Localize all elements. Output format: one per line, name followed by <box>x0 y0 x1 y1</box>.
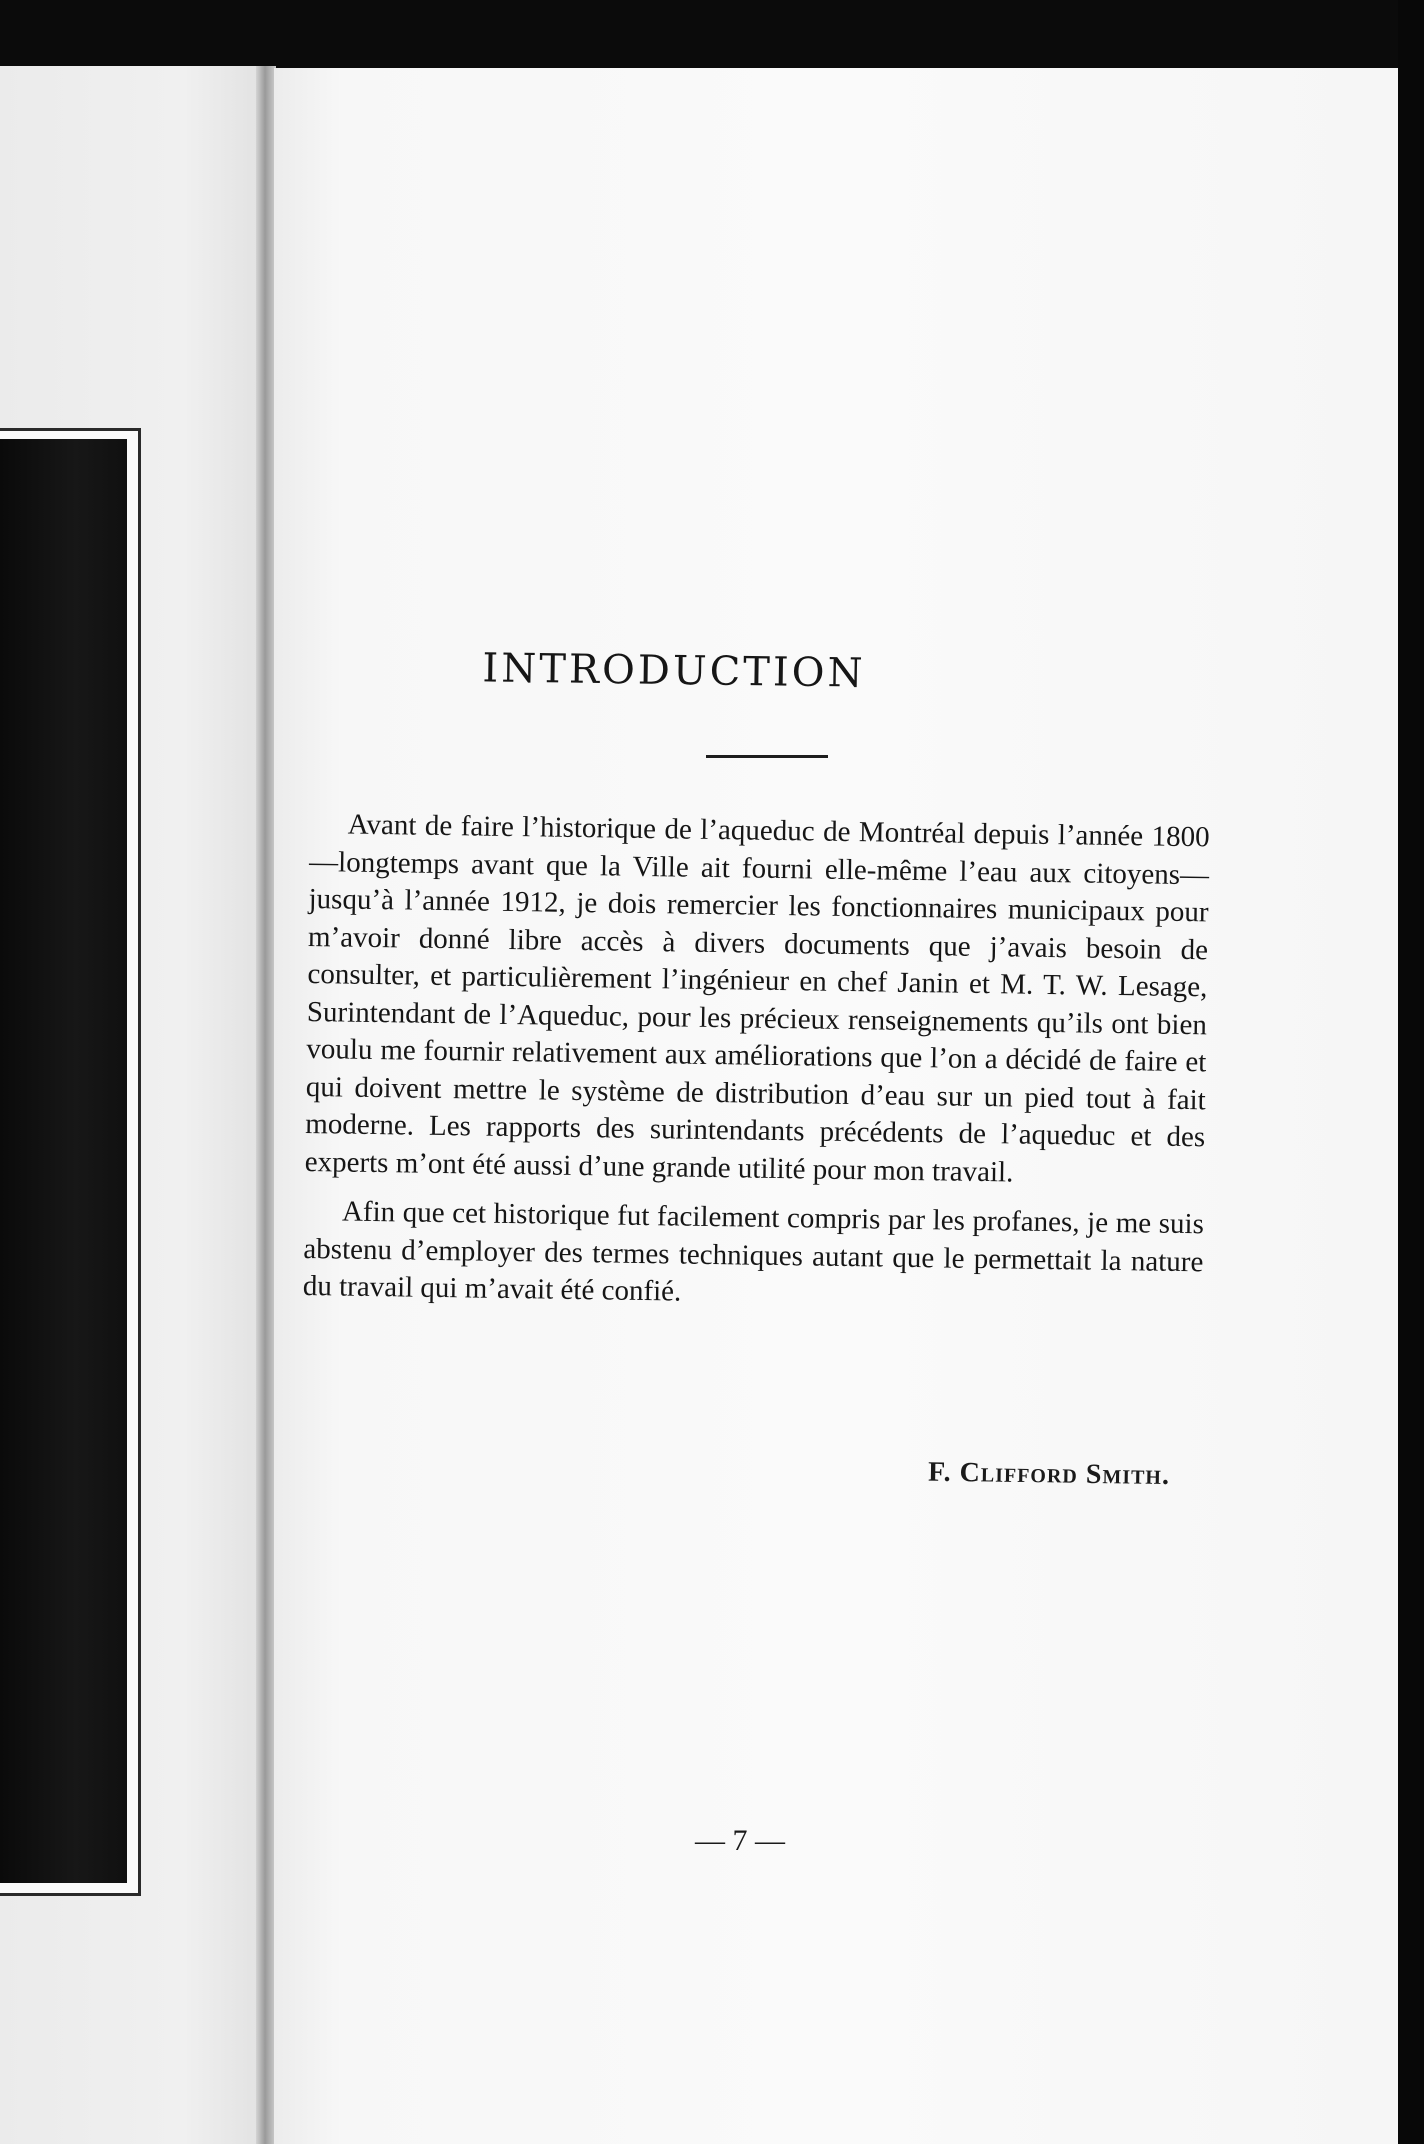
author-signature: F. Clifford Smith. <box>927 1456 1171 1492</box>
plate-frame <box>0 428 141 1896</box>
page-title: INTRODUCTION <box>482 645 866 697</box>
paragraph-1: Avant de faire l’historique de l’aqueduc de Montréal depuis l’année 1800—longtemps avant que la Ville ait fourni elle-même l’eau aux citoyens—jusqu’à l’année 1912, je dois remercier les fonctionnaires municipaux pour m’avoir donné libre accès à divers documents que j’avais besoin de consulter, et particulièrement l’ingénieur en chef Janin et M. T. W. Lesage, Surintendant de l’Aqueduc, pour les précieux renseignements qu’ils ont bien voulu me fournir relativement aux améliorations que l’on a décidé de faire et qui doivent mettre le système de distribution d’eau sur un pied tout à fait moderne. Les rapports des surintendants précédents de l’aqueduc et des experts m’ont été aussi d’une grande utilité pour mon travail. <box>304 808 1210 1188</box>
book-gutter <box>256 66 276 2144</box>
introduction-body <box>302 806 1209 1331</box>
plate-photograph <box>0 439 127 1883</box>
paragraph-2: Afin que cet historique fut facilement compris par les profanes, je me suis abstenu d’employer des termes techniques autant que le permettait la nature du travail qui m’avait été confié. <box>302 1195 1205 1308</box>
page-number: — 7 — <box>695 1824 785 1857</box>
scan-background-right <box>1398 0 1424 2144</box>
facing-page-left <box>0 66 262 2144</box>
title-divider <box>706 755 828 758</box>
scan-background-top <box>0 0 1424 72</box>
